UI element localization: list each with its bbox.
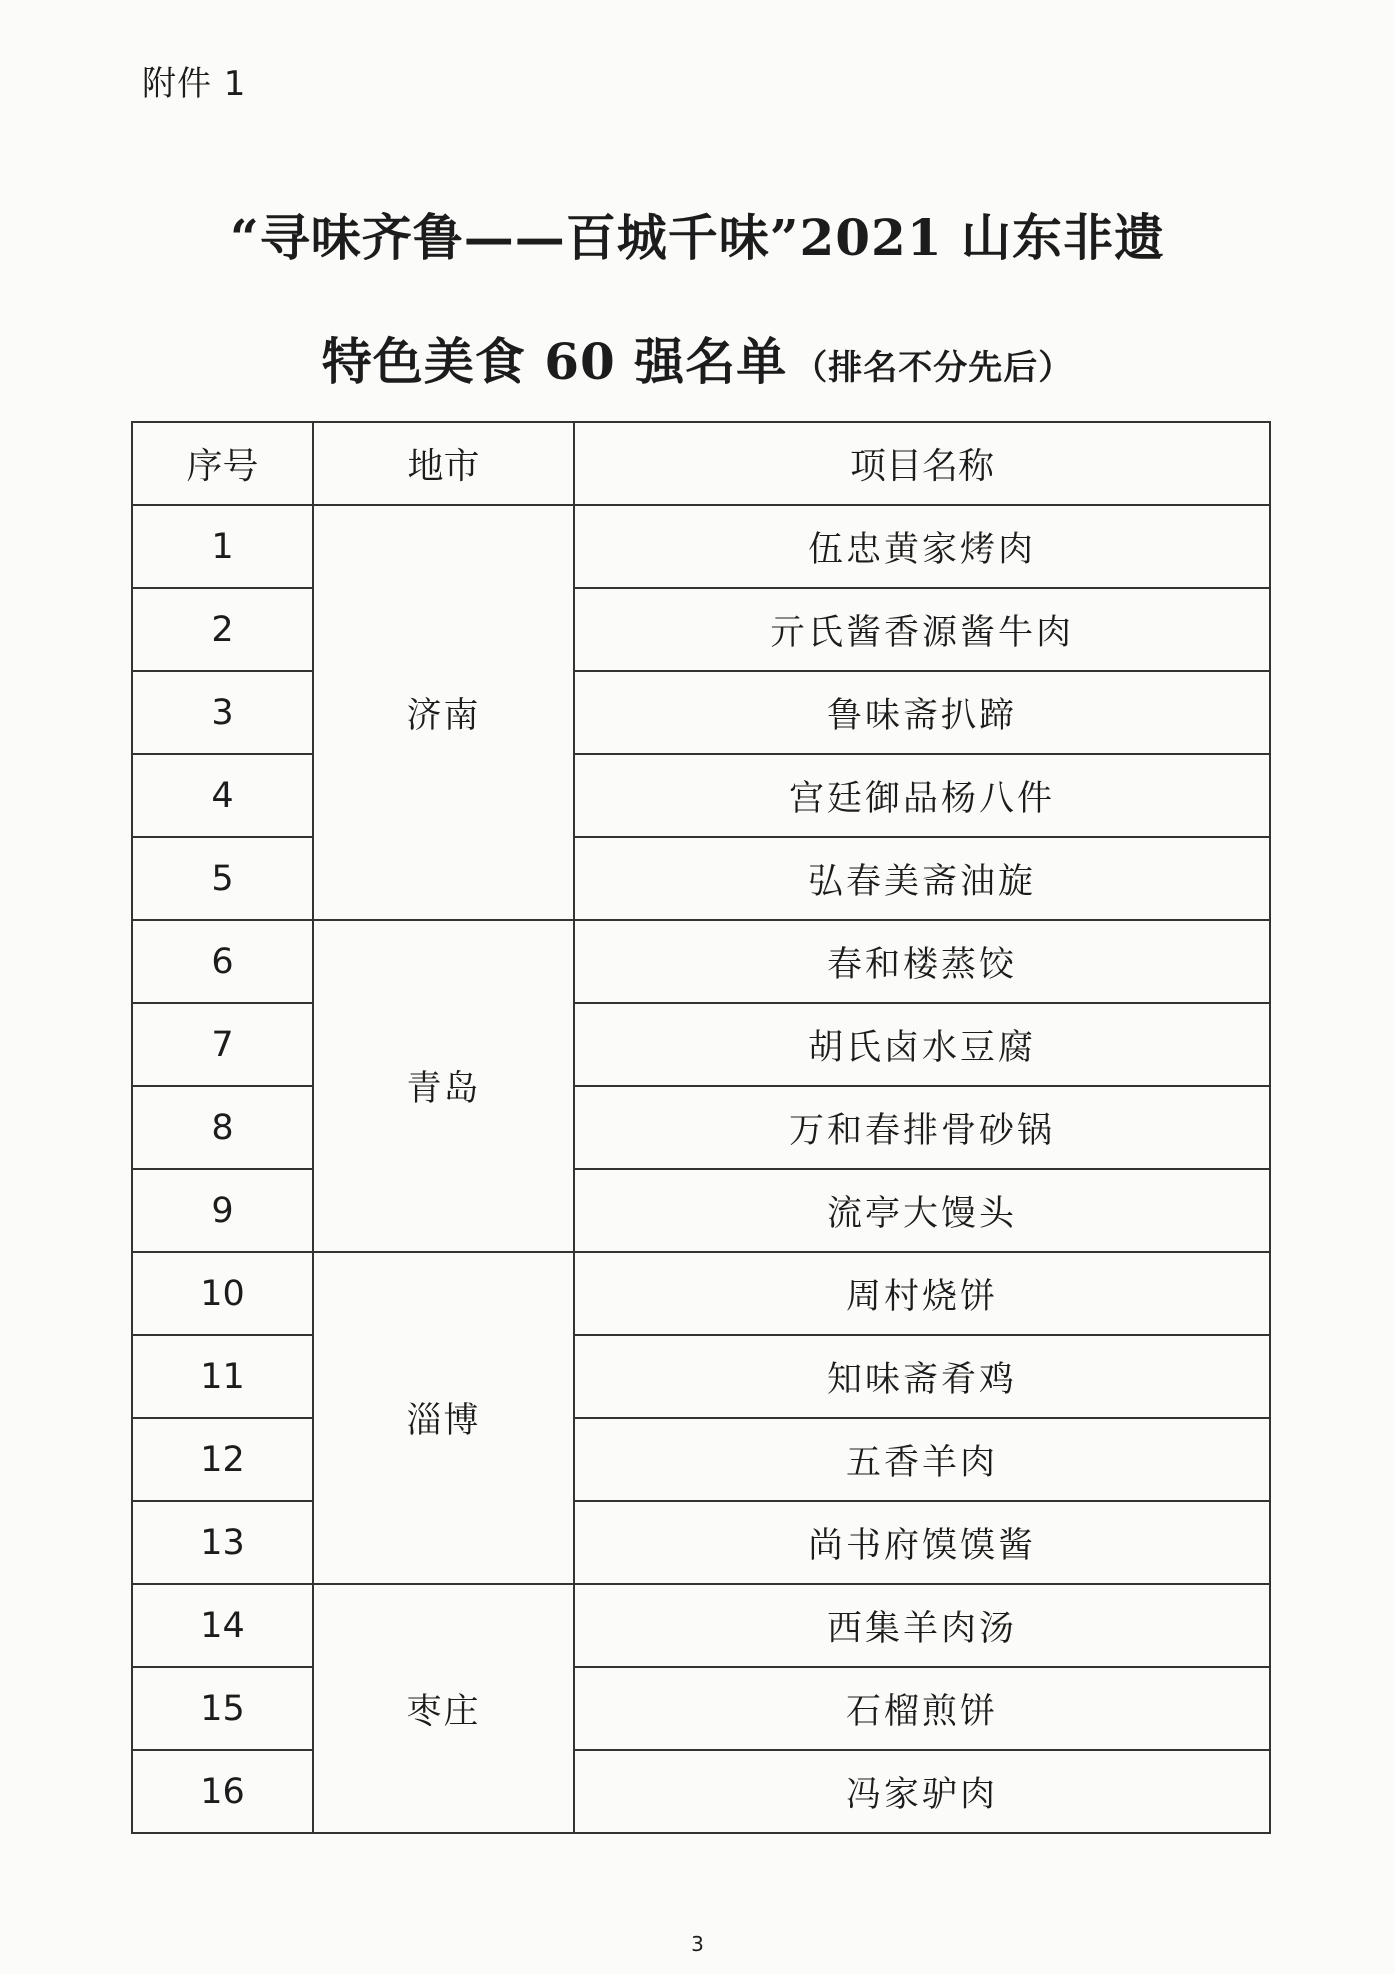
document-title-line-1: [0, 198, 1395, 270]
project-name: 知味斋肴鸡: [574, 1335, 1270, 1418]
row-number: 9: [132, 1169, 313, 1252]
table-row: [132, 837, 1270, 920]
project-name: 尚书府馍馍酱: [574, 1501, 1270, 1584]
table-row: [132, 1335, 1270, 1418]
table-row: [132, 588, 1270, 671]
table-row: [132, 671, 1270, 754]
row-number: 8: [132, 1086, 313, 1169]
table-row: [132, 1086, 1270, 1169]
table-row: [132, 1584, 1270, 1667]
table-row: [132, 1750, 1270, 1833]
table-header-row: [132, 422, 1270, 505]
table-row: [132, 505, 1270, 588]
city-cell: 青岛: [313, 920, 574, 1252]
food-list-table: [131, 421, 1271, 1834]
attachment-label: 附件 1: [142, 64, 247, 104]
header-number: 序号: [132, 422, 313, 505]
project-name: 西集羊肉汤: [574, 1584, 1270, 1667]
row-number: 13: [132, 1501, 313, 1584]
project-name: 鲁味斋扒蹄: [574, 671, 1270, 754]
row-number: 15: [132, 1667, 313, 1750]
table-body: [132, 505, 1270, 1833]
project-name: 宫廷御品杨八件: [574, 754, 1270, 837]
header-city: 地市: [313, 422, 574, 505]
row-number: 5: [132, 837, 313, 920]
table-row: [132, 754, 1270, 837]
table-row: [132, 1418, 1270, 1501]
row-number: 7: [132, 1003, 313, 1086]
city-cell: 枣庄: [313, 1584, 574, 1833]
row-number: 4: [132, 754, 313, 837]
table-row: [132, 920, 1270, 1003]
city-cell: 济南: [313, 505, 574, 920]
title-note: （排名不分先后）: [793, 348, 1074, 388]
row-number: 1: [132, 505, 313, 588]
row-number: 12: [132, 1418, 313, 1501]
table-row: [132, 1667, 1270, 1750]
project-name: 万和春排骨砂锅: [574, 1086, 1270, 1169]
project-name: 周村烧饼: [574, 1252, 1270, 1335]
page-number: 3: [691, 1932, 704, 1956]
project-name: 冯家驴肉: [574, 1750, 1270, 1833]
table-row: [132, 1252, 1270, 1335]
row-number: 6: [132, 920, 313, 1003]
row-number: 16: [132, 1750, 313, 1833]
row-number: 2: [132, 588, 313, 671]
project-name: 亓氏酱香源酱牛肉: [574, 588, 1270, 671]
document-title-line-2: [0, 322, 1395, 394]
title-text-1: “寻味齐鲁——百城千味”2021 山东非遗: [229, 208, 1166, 267]
title-text-2: 特色美食 60 强名单: [321, 332, 788, 391]
project-name: 伍忠黄家烤肉: [574, 505, 1270, 588]
row-number: 3: [132, 671, 313, 754]
project-name: 春和楼蒸饺: [574, 920, 1270, 1003]
row-number: 11: [132, 1335, 313, 1418]
project-name: 石榴煎饼: [574, 1667, 1270, 1750]
project-name: 弘春美斋油旋: [574, 837, 1270, 920]
table-row: [132, 1169, 1270, 1252]
row-number: 10: [132, 1252, 313, 1335]
city-cell: 淄博: [313, 1252, 574, 1584]
project-name: 流亭大馒头: [574, 1169, 1270, 1252]
project-name: 胡氏卤水豆腐: [574, 1003, 1270, 1086]
row-number: 14: [132, 1584, 313, 1667]
table-row: [132, 1003, 1270, 1086]
table-row: [132, 1501, 1270, 1584]
header-project: 项目名称: [574, 422, 1270, 505]
project-name: 五香羊肉: [574, 1418, 1270, 1501]
